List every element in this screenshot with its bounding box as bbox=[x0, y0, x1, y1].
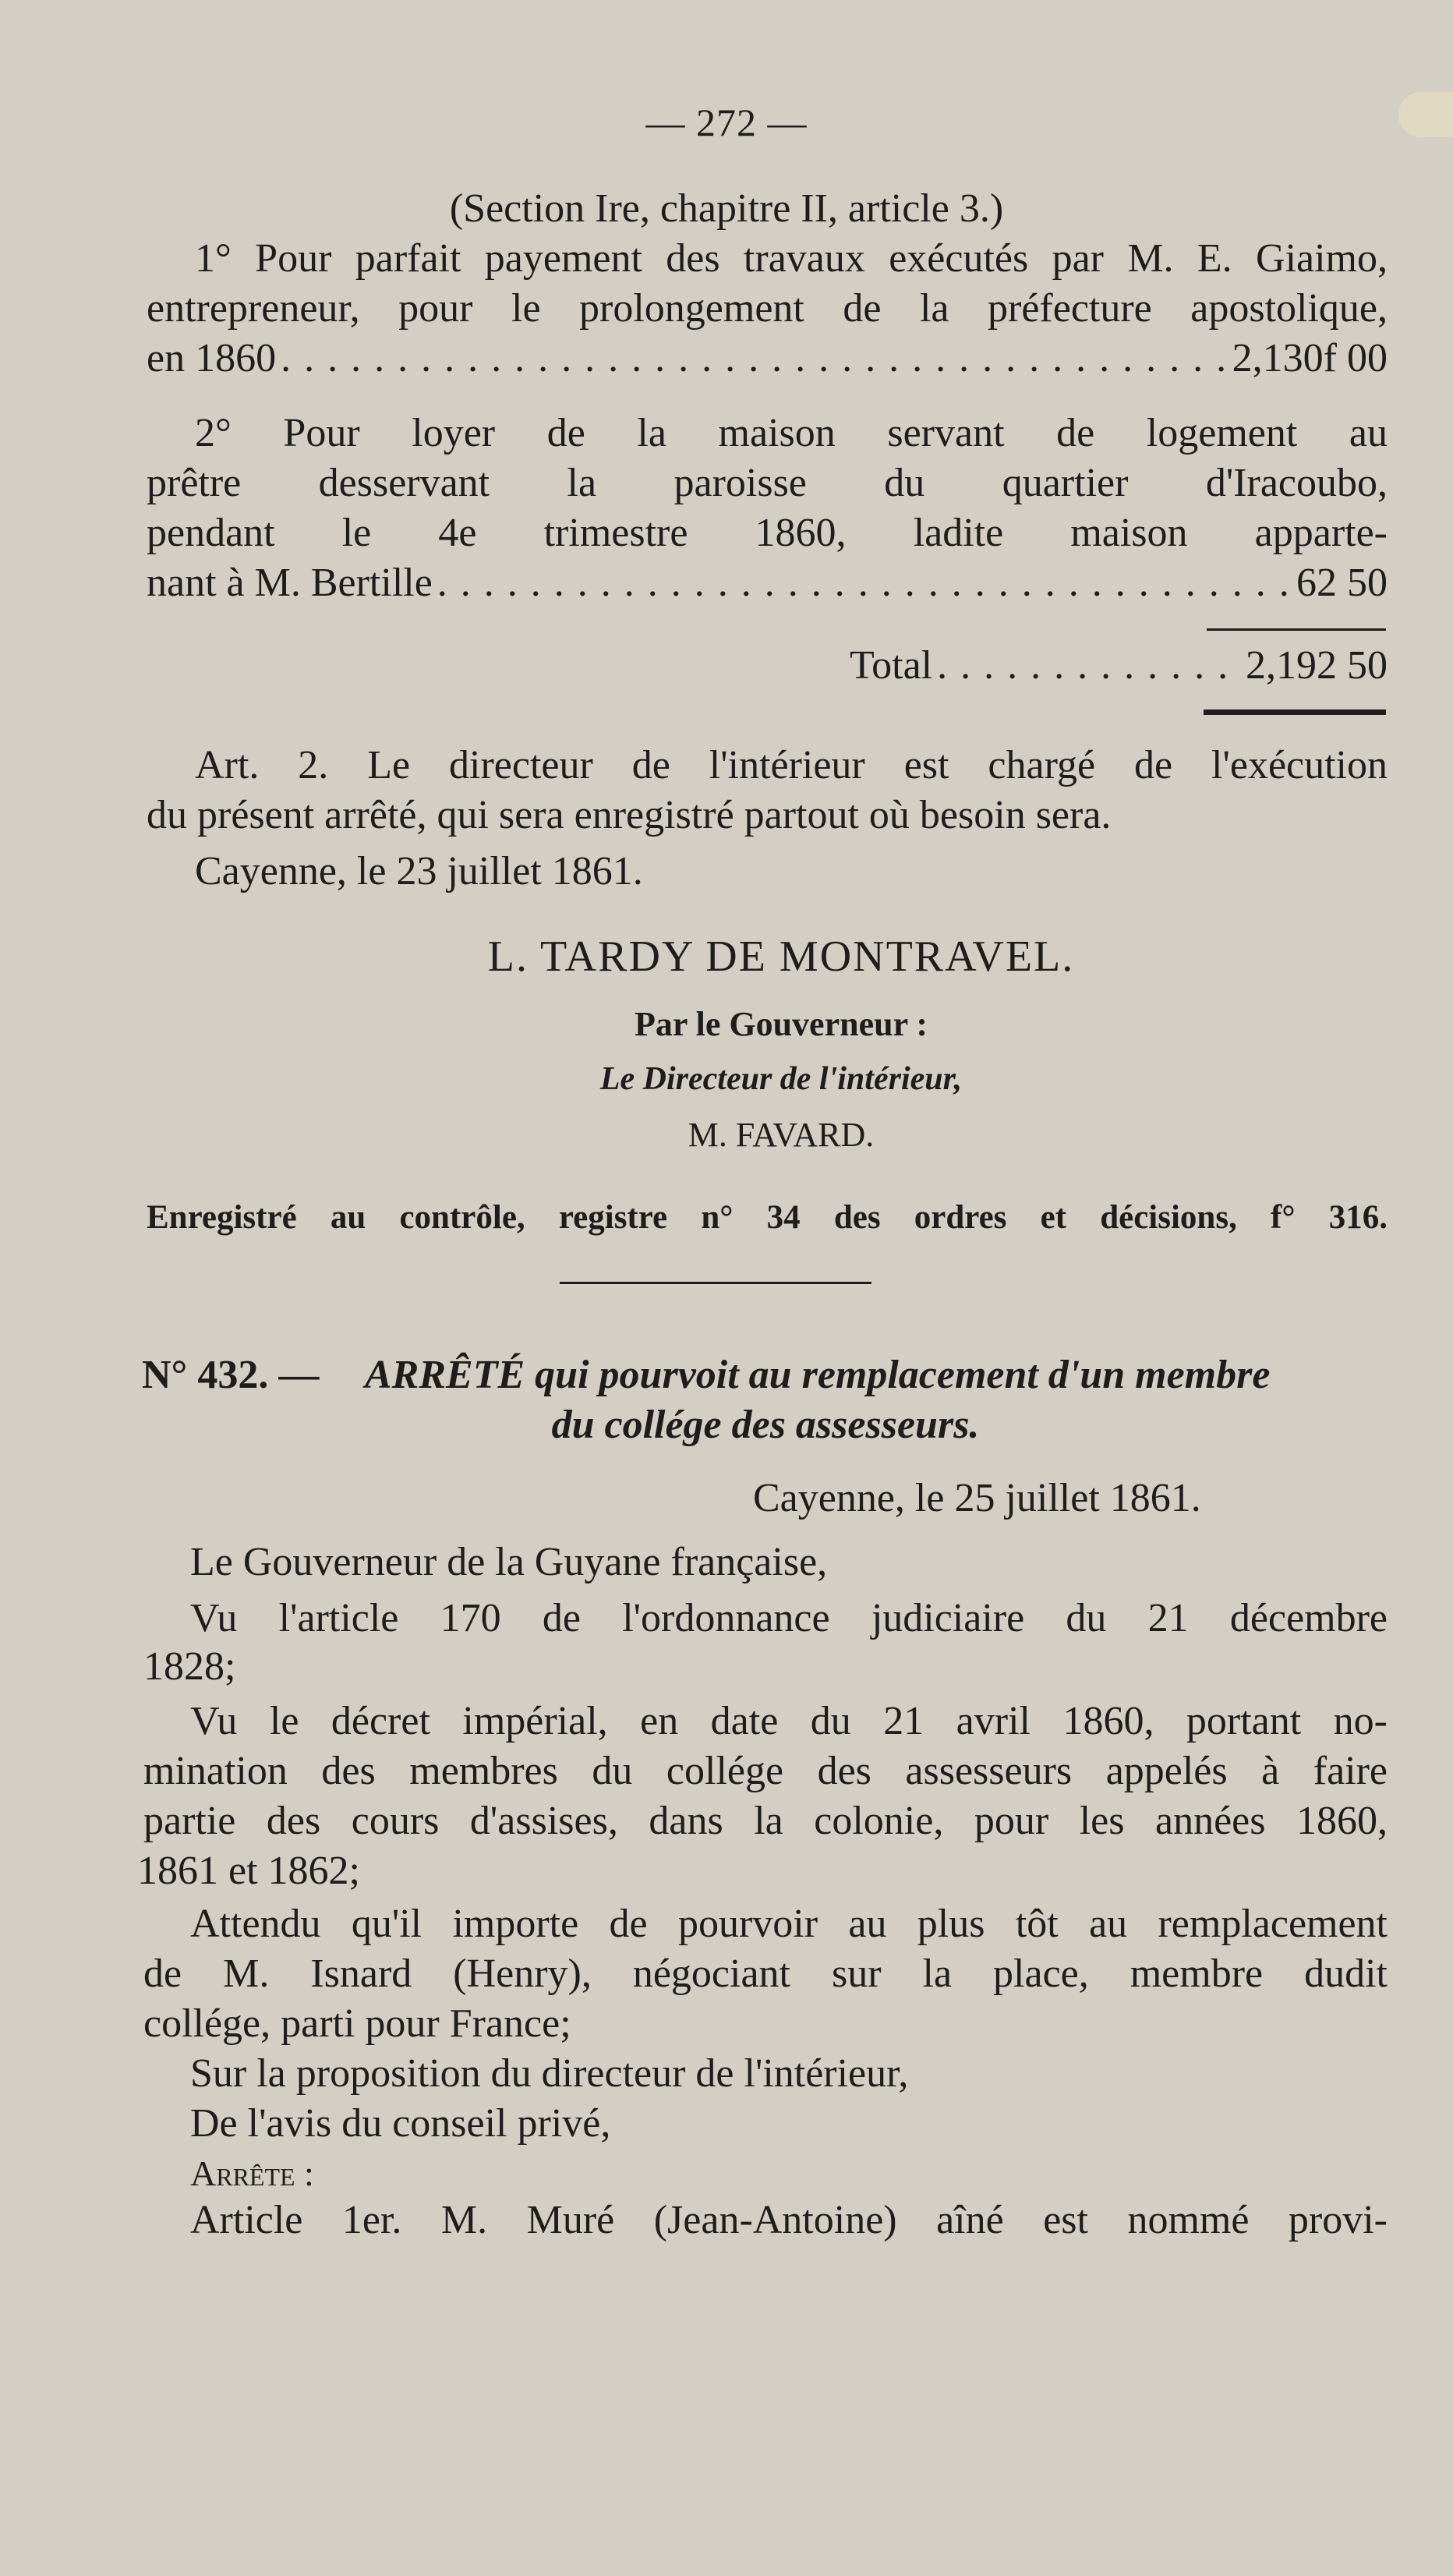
director-name: M. FAVARD. bbox=[688, 1116, 875, 1154]
item-1-amount: 2,130f 00 bbox=[1232, 336, 1388, 380]
item-2-last-line: nant à M. Bertille bbox=[147, 561, 433, 605]
registration-note: Enregistré au contrôle, registre n° 34 des ordres et décisions, f° 316. bbox=[147, 1199, 1388, 1236]
art2-line-2: du présent arrêté, qui sera enregistré partout où besoin sera. bbox=[147, 793, 1112, 837]
decree-dash: — bbox=[278, 1353, 320, 1397]
total-rule bbox=[1204, 709, 1386, 715]
total-amount: 2,192 50 bbox=[1246, 643, 1388, 688]
page-number: — 272 — bbox=[645, 101, 808, 144]
place-date: Cayenne, le 23 juillet 1861. bbox=[195, 849, 643, 893]
dot-leader bbox=[437, 558, 1292, 608]
body-line-4: Vu le décret impérial, en date du 21 avril 1860, portant no- bbox=[190, 1699, 1388, 1743]
body-line-3: 1828; bbox=[143, 1644, 236, 1689]
sum-rule bbox=[1207, 628, 1386, 631]
body-line-5: mination des membres du collége des assesseurs appelés à faire bbox=[143, 1749, 1388, 1793]
decree-place-date: Cayenne, le 25 juillet 1861. bbox=[753, 1476, 1201, 1520]
decree-title-line-2: du collége des assesseurs. bbox=[551, 1403, 980, 1447]
body-line-11: Sur la proposition du directeur de l'intérieur, bbox=[190, 2051, 909, 2096]
separator-rule bbox=[560, 1282, 871, 1284]
item-2-amount: 62 50 bbox=[1296, 561, 1388, 605]
body-line-7: 1861 et 1862; bbox=[137, 1849, 360, 1893]
body-line-8: Attendu qu'il importe de pourvoir au plus tôt au remplacement bbox=[190, 1902, 1388, 1946]
dot-leader bbox=[937, 641, 1241, 691]
body-line-13: Arrête : bbox=[190, 2153, 314, 2193]
body-line-12: De l'avis du conseil privé, bbox=[190, 2101, 611, 2146]
decree-number-text: N° 432. bbox=[142, 1353, 269, 1397]
signatory: L. TARDY DE MONTRAVEL. bbox=[487, 932, 1075, 981]
body-line-1: Le Gouverneur de la Guyane française, bbox=[190, 1540, 828, 1584]
body-line-14: Article 1er. M. Muré (Jean-Antoine) aîné est nommé provi- bbox=[190, 2198, 1388, 2242]
item-2-line-2: prêtre desservant la paroisse du quartier d'Iracoubo, bbox=[147, 461, 1388, 505]
item-1-amount-row bbox=[147, 334, 1388, 384]
item-2-line-1: 2° Pour loyer de la maison servant de logement au bbox=[195, 411, 1388, 455]
item-1-last-line: en 1860 bbox=[147, 336, 277, 380]
body-line-2: Vu l'article 170 de l'ordonnance judiciaire du 21 décembre bbox=[190, 1596, 1388, 1640]
body-line-10: collége, parti pour France; bbox=[143, 2001, 571, 2046]
item-2-amount-row bbox=[147, 558, 1388, 608]
body-line-9: de M. Isnard (Henry), négociant sur la place, membre dudit bbox=[143, 1951, 1388, 1996]
decree-number bbox=[142, 1350, 319, 1400]
item-1-line-1: 1° Pour parfait payement des travaux exécutés par M. E. Giaimo, bbox=[195, 236, 1388, 281]
by-governor: Par le Gouverneur : bbox=[635, 1005, 928, 1043]
director-title: Le Directeur de l'intérieur, bbox=[599, 1061, 963, 1097]
total-row bbox=[850, 641, 1388, 691]
item-2-line-3: pendant le 4e trimestre 1860, ladite maison apparte- bbox=[147, 511, 1388, 555]
section-reference: (Section Ire, chapitre II, article 3.) bbox=[449, 186, 1004, 231]
body-line-6: partie des cours d'assises, dans la colonie, pour les années 1860, bbox=[143, 1799, 1388, 1843]
dot-leader bbox=[281, 334, 1228, 384]
decree-title-line-1: ARRÊTÉ qui pourvoit au remplacement d'un membre bbox=[365, 1353, 1271, 1397]
art2-line-1: Art. 2. Le directeur de l'intérieur est chargé de l'exécution bbox=[195, 743, 1388, 787]
item-1-line-2: entrepreneur, pour le prolongement de la préfecture apostolique, bbox=[147, 286, 1388, 331]
total-label: Total bbox=[850, 643, 933, 688]
